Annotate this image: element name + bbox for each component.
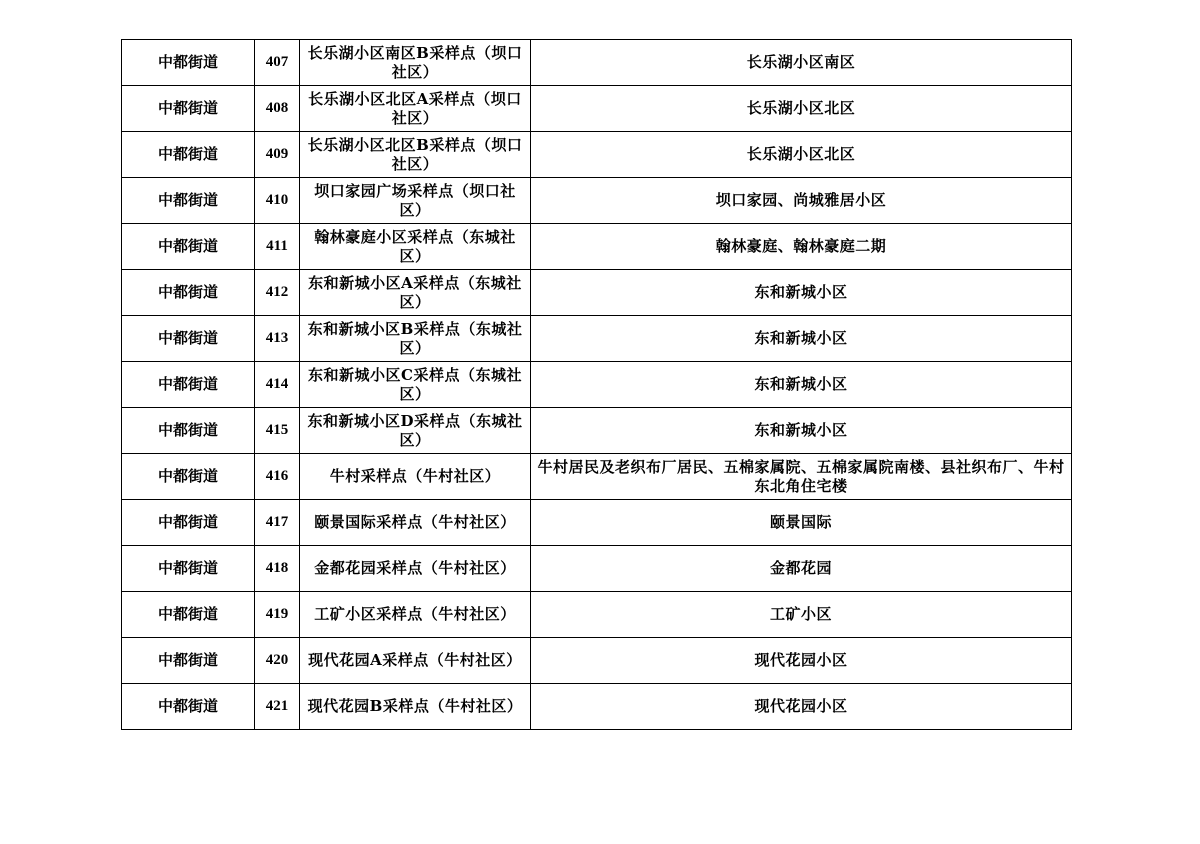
- number-cell: 409: [255, 132, 300, 178]
- street-cell: 中都街道: [122, 178, 255, 224]
- table-row: [122, 408, 1072, 454]
- area-cell: 坝口家园、尚城雅居小区: [531, 178, 1072, 224]
- table-row: [122, 362, 1072, 408]
- table-row: [122, 638, 1072, 684]
- number-cell: 419: [255, 592, 300, 638]
- site-cell: 工矿小区采样点（牛村社区）: [300, 592, 531, 638]
- number-cell: 420: [255, 638, 300, 684]
- street-cell: 中都街道: [122, 546, 255, 592]
- table-row: [122, 270, 1072, 316]
- street-cell: 中都街道: [122, 408, 255, 454]
- street-cell: 中都街道: [122, 638, 255, 684]
- table-row: [122, 132, 1072, 178]
- site-cell: 坝口家园广场采样点（坝口社区）: [300, 178, 531, 224]
- table-row: [122, 86, 1072, 132]
- site-cell: 现代花园B采样点（牛村社区）: [300, 684, 531, 730]
- site-cell: 东和新城小区B采样点（东城社区）: [300, 316, 531, 362]
- number-cell: 407: [255, 40, 300, 86]
- street-cell: 中都街道: [122, 86, 255, 132]
- site-cell: 东和新城小区C采样点（东城社区）: [300, 362, 531, 408]
- site-cell: 翰林豪庭小区采样点（东城社区）: [300, 224, 531, 270]
- table-row: [122, 316, 1072, 362]
- area-cell: 颐景国际: [531, 500, 1072, 546]
- street-cell: 中都街道: [122, 40, 255, 86]
- site-cell: 金都花园采样点（牛村社区）: [300, 546, 531, 592]
- number-cell: 418: [255, 546, 300, 592]
- number-cell: 417: [255, 500, 300, 546]
- street-cell: 中都街道: [122, 500, 255, 546]
- street-cell: 中都街道: [122, 270, 255, 316]
- street-cell: 中都街道: [122, 316, 255, 362]
- street-cell: 中都街道: [122, 592, 255, 638]
- area-cell: 东和新城小区: [531, 408, 1072, 454]
- site-cell: 东和新城小区A采样点（东城社区）: [300, 270, 531, 316]
- site-cell: 牛村采样点（牛村社区）: [300, 454, 531, 500]
- table-row: [122, 454, 1072, 500]
- area-cell: 牛村居民及老织布厂居民、五棉家属院、五棉家属院南楼、县社织布厂、牛村东北角住宅楼: [531, 454, 1072, 500]
- area-cell: 长乐湖小区南区: [531, 40, 1072, 86]
- site-cell: 现代花园A采样点（牛村社区）: [300, 638, 531, 684]
- site-cell: 东和新城小区D采样点（东城社区）: [300, 408, 531, 454]
- area-cell: 东和新城小区: [531, 316, 1072, 362]
- site-cell: 长乐湖小区南区B采样点（坝口社区）: [300, 40, 531, 86]
- area-cell: 翰林豪庭、翰林豪庭二期: [531, 224, 1072, 270]
- area-cell: 金都花园: [531, 546, 1072, 592]
- sampling-site-table: [121, 39, 1072, 730]
- street-cell: 中都街道: [122, 362, 255, 408]
- number-cell: 411: [255, 224, 300, 270]
- area-cell: 现代花园小区: [531, 638, 1072, 684]
- street-cell: 中都街道: [122, 132, 255, 178]
- table-row: [122, 500, 1072, 546]
- table-row: [122, 592, 1072, 638]
- area-cell: 东和新城小区: [531, 270, 1072, 316]
- number-cell: 416: [255, 454, 300, 500]
- site-cell: 长乐湖小区北区B采样点（坝口社区）: [300, 132, 531, 178]
- street-cell: 中都街道: [122, 224, 255, 270]
- table-row: [122, 40, 1072, 86]
- number-cell: 412: [255, 270, 300, 316]
- street-cell: 中都街道: [122, 684, 255, 730]
- table-row: [122, 684, 1072, 730]
- table-row: [122, 224, 1072, 270]
- table-row: [122, 178, 1072, 224]
- area-cell: 工矿小区: [531, 592, 1072, 638]
- area-cell: 长乐湖小区北区: [531, 132, 1072, 178]
- number-cell: 408: [255, 86, 300, 132]
- table-row: [122, 546, 1072, 592]
- site-cell: 长乐湖小区北区A采样点（坝口社区）: [300, 86, 531, 132]
- site-cell: 颐景国际采样点（牛村社区）: [300, 500, 531, 546]
- area-cell: 长乐湖小区北区: [531, 86, 1072, 132]
- number-cell: 413: [255, 316, 300, 362]
- number-cell: 414: [255, 362, 300, 408]
- area-cell: 东和新城小区: [531, 362, 1072, 408]
- area-cell: 现代花园小区: [531, 684, 1072, 730]
- street-cell: 中都街道: [122, 454, 255, 500]
- number-cell: 410: [255, 178, 300, 224]
- number-cell: 421: [255, 684, 300, 730]
- number-cell: 415: [255, 408, 300, 454]
